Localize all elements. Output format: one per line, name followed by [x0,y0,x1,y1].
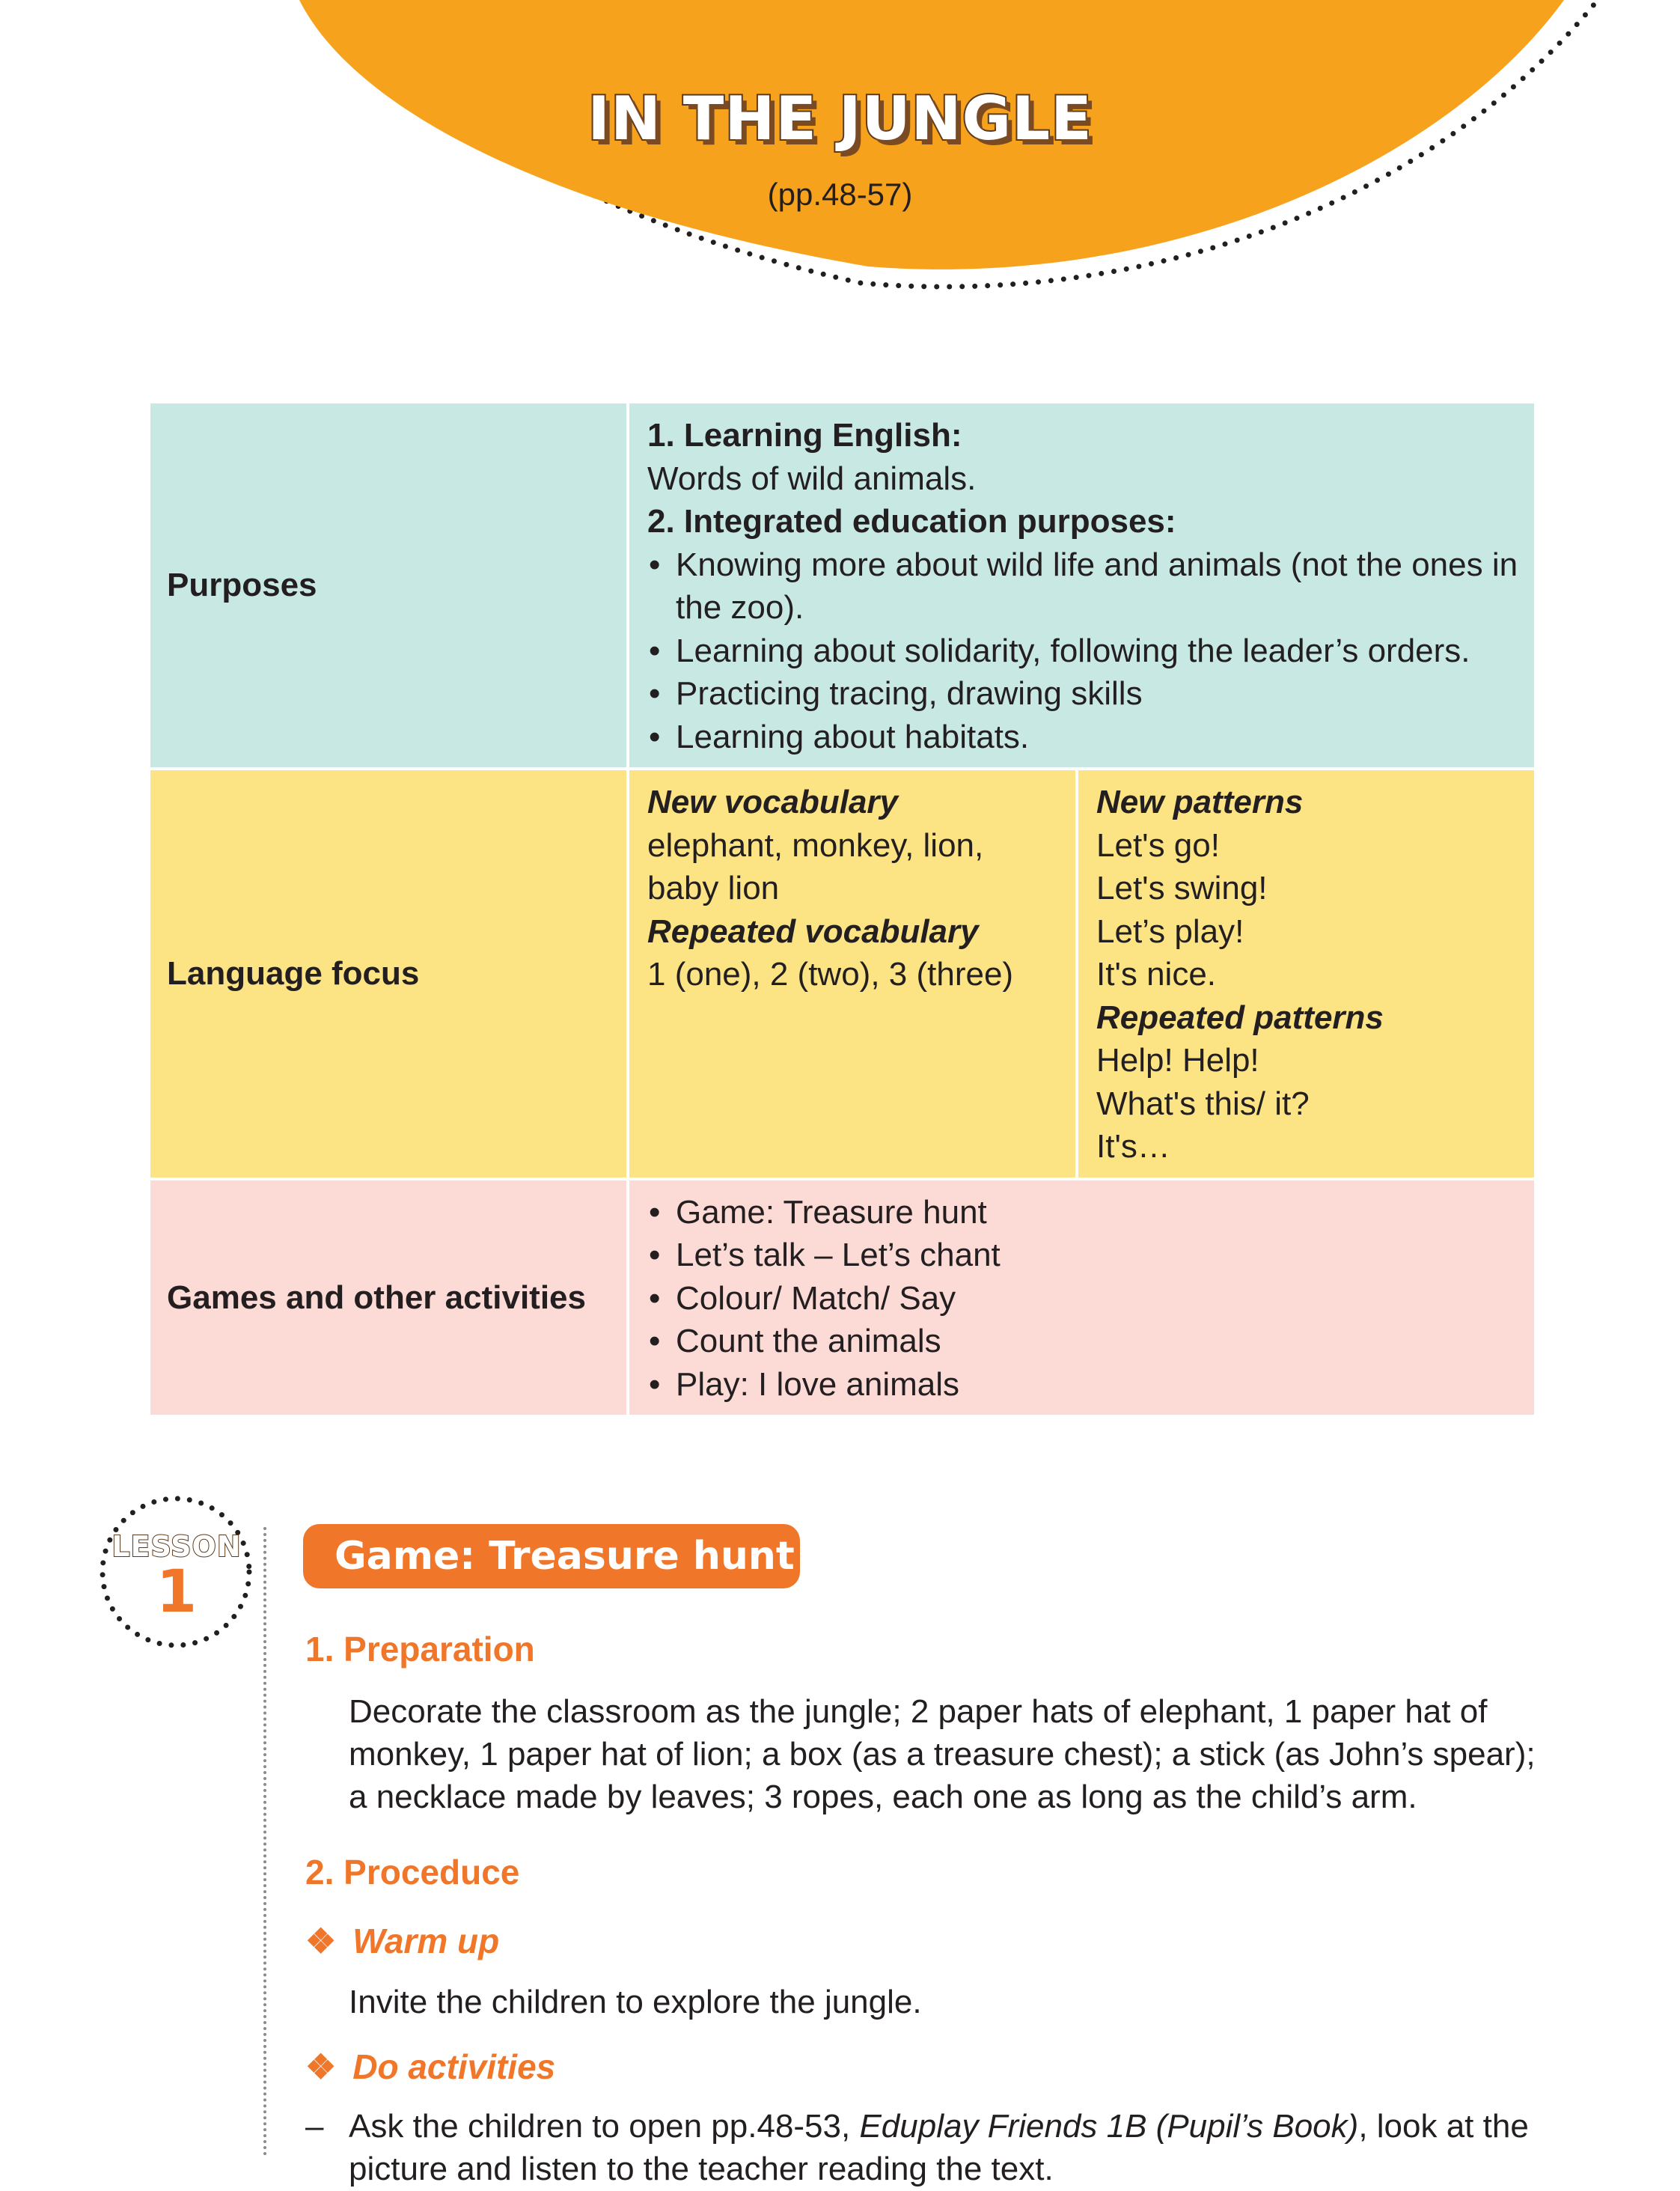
games-bullet: • Let’s talk – Let’s chant [647,1234,1516,1277]
diamond-bullet-icon: ❖ [305,1922,337,1960]
repeated-vocabulary-list: 1 (one), 2 (two), 3 (three) [647,956,1014,993]
pattern-line: It's nice. [1096,956,1217,993]
patterns-cell [1077,769,1536,1179]
games-bullet: • Game: Treasure hunt [647,1191,1516,1234]
pattern-line: It's… [1096,1128,1170,1165]
repeated-patterns-title: Repeated patterns [1096,999,1384,1036]
diamond-bullet-icon: ❖ [305,2047,337,2086]
activity-text [349,2105,1540,2190]
lesson-badge-label: LESSON [112,1530,242,1563]
purposes-heading-1: 1. Learning English: [647,417,962,454]
do-activities-heading-text: Do activities [352,2047,556,2086]
warmup-heading [305,1921,499,1961]
new-vocabulary-title: New vocabulary [647,784,899,820]
activity-text-part: Ask the children to open pp.48-53, [349,2108,860,2145]
purposes-bullet: • Learning about solidarity, following the leader’s orders. [647,630,1516,673]
purposes-bullet: • Knowing more about wild life and animals (not the ones in the zoo). [647,543,1536,630]
purposes-bullet: • Practicing tracing, drawing skills [647,672,1516,716]
row-games-activities [149,1179,1536,1417]
warmup-text: Invite the children to explore the jungle. [349,1984,922,2020]
lesson-divider-line [263,1527,266,2156]
vocabulary-cell [628,769,1077,1179]
games-label: Games and other activities [149,1179,628,1417]
activity-book-title: Eduplay Friends 1B (Pupil’s Book) [859,2108,1359,2145]
lesson-title-pill: Game: Treasure hunt [303,1524,800,1588]
pattern-line: Let's swing! [1096,870,1268,906]
games-bullet: • Count the animals [647,1320,1516,1363]
purposes-content [628,402,1536,769]
purposes-label: Purposes [149,402,628,769]
do-activities-heading [305,2047,555,2087]
pattern-line: Help! Help! [1096,1042,1259,1079]
activity-item [305,2105,1540,2190]
pattern-line: Let's go! [1096,826,1220,864]
activity-dash: – [305,2108,324,2145]
row-language-focus [149,769,1536,1179]
games-content [628,1179,1536,1417]
games-bullet: • Play: I love animals [647,1363,1516,1407]
chapter-pages: (pp.48-57) [767,177,913,212]
overview-table [147,400,1537,1418]
new-vocabulary-list: elephant, monkey, lion, baby lion [647,826,984,906]
language-focus-label: Language focus [149,769,628,1179]
purposes-line-1: Words of wild animals. [647,460,977,497]
preparation-text: Decorate the classroom as the jungle; 2 paper hats of elephant, 1 paper hat of monkey, 1 paper hat of lion; a box (as a treasure chest); a stick (as John’s spear); a necklace made by leaves; 3 ropes, each one as long as the child’s arm. [349,1693,1536,1815]
purposes-heading-2: 2. Integrated education purposes: [647,503,1176,540]
pattern-line: Let’s play! [1096,912,1244,950]
activity-text-part: , look at the picture and listen to the teacher reading the text. [349,2108,1529,2187]
procedure-heading: 2. Proceduce [305,1853,520,1892]
pattern-line: What's this/ it? [1096,1085,1310,1122]
chapter-title: IN THE JUNGLE [587,84,1093,153]
warmup-heading-text: Warm up [352,1922,500,1960]
lesson-badge-number: 1 [156,1558,198,1626]
purposes-bullet: • Learning about habitats. [647,716,1516,759]
games-bullet: • Colour/ Match/ Say [647,1277,1516,1320]
new-patterns-title: New patterns [1096,784,1304,820]
preparation-heading: 1. Preparation [305,1630,535,1669]
row-purposes [149,402,1536,769]
repeated-vocabulary-title: Repeated vocabulary [647,912,979,950]
